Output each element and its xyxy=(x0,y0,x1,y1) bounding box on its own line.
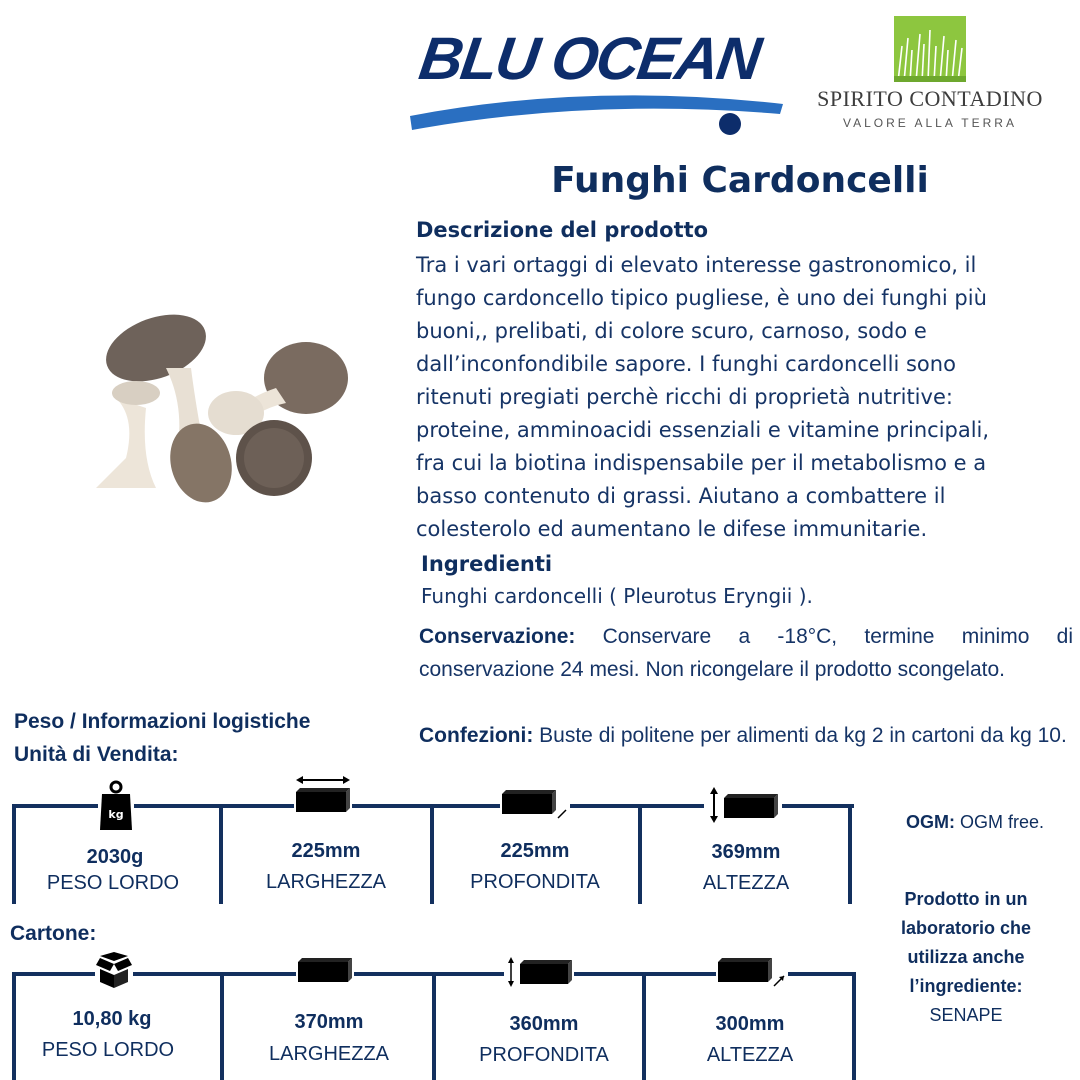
unit-heading: Unità di Vendita: xyxy=(14,743,179,766)
depth-box-icon xyxy=(504,956,574,988)
description-line: colesterolo ed aumentano le difese immunitarie. xyxy=(416,517,928,541)
height-box-icon xyxy=(704,786,782,824)
carton-width-value: 370mm xyxy=(294,1011,364,1033)
rail-post xyxy=(219,804,223,904)
width-box-icon xyxy=(296,956,354,984)
spirito-contadino-tagline: VALORE ALLA TERRA xyxy=(843,116,1017,130)
height-box-icon xyxy=(716,956,788,988)
bluocean-logo xyxy=(408,22,793,137)
allergen-value: SENAPE xyxy=(929,1005,1003,1025)
conservation-label: Conservazione: xyxy=(419,625,576,648)
weight-icon xyxy=(98,780,134,832)
description-line: ritenuti pregiati perchè ricchi di proprietà nutritive: xyxy=(416,385,953,409)
ingredients-heading: Ingredienti xyxy=(421,552,553,576)
ogm-note xyxy=(880,812,1070,833)
unit-depth-label: PROFONDITA xyxy=(470,871,600,893)
ingredients-text: Funghi cardoncelli ( Pleurotus Eryngii ). xyxy=(421,584,813,608)
carton-height-label: ALTEZZA xyxy=(706,1044,794,1066)
wave-icon xyxy=(408,72,793,137)
description-line: buoni,, prelibati, di colore scuro, carnoso, sodo e xyxy=(416,319,927,343)
conservation-text: Conservare a -18°C, termine minimo di conservazione 24 mesi. Non ricongelare il prodotto scongelato. xyxy=(419,625,1073,681)
carton-depth-label: PROFONDITA xyxy=(479,1044,609,1066)
carton-weight-value: 10,80 kg xyxy=(72,1008,152,1030)
product-title: Funghi Cardoncelli xyxy=(551,160,929,201)
rail-post xyxy=(852,972,856,1080)
description-line: proteine, amminoacidi essenziali e vitamine principali, xyxy=(416,418,990,442)
unit-depth-value: 225mm xyxy=(500,840,570,862)
mushrooms-photo xyxy=(96,308,356,518)
description-line: fra cui la biotina indispensabile per il metabolismo e a xyxy=(416,451,987,475)
description-text xyxy=(416,249,1056,546)
carton-box-icon xyxy=(95,952,133,988)
depth-box-icon xyxy=(500,788,570,822)
description-line: Tra i vari ortaggi di elevato interesse gastronomico, il xyxy=(416,253,977,277)
description-line: basso contenuto di grassi. Aiutano a combattere il xyxy=(416,484,946,508)
grass-icon xyxy=(894,16,966,82)
carton-weight-label: PESO LORDO xyxy=(41,1039,175,1061)
description-line: fungo cardoncello tipico pugliese, è uno dei funghi più xyxy=(416,286,987,310)
ogm-label: OGM: xyxy=(905,812,955,832)
allergen-line: utilizza anche xyxy=(907,947,1025,967)
packaging-paragraph xyxy=(419,719,1073,752)
description-line: dall’inconfondibile sapore. I funghi cardoncelli sono xyxy=(416,352,956,376)
logistics-heading: Peso / Informazioni logistiche xyxy=(14,710,311,733)
rail-post xyxy=(432,972,436,1080)
packaging-label: Confezioni: xyxy=(419,724,534,747)
unit-width-value: 225mm xyxy=(291,840,361,862)
rail-post xyxy=(848,804,852,904)
unit-weight-label: PESO LORDO xyxy=(46,872,180,894)
allergen-line: l’ingrediente: xyxy=(909,976,1023,996)
unit-height-value: 369mm xyxy=(711,841,781,863)
width-box-icon xyxy=(294,773,352,815)
carton-height-value: 300mm xyxy=(715,1013,785,1035)
unit-width-label: LARGHEZZA xyxy=(265,871,387,893)
description-heading: Descrizione del prodotto xyxy=(416,218,709,242)
carton-width-label: LARGHEZZA xyxy=(268,1043,390,1065)
svg-text:kg: kg xyxy=(108,808,124,821)
allergen-note xyxy=(866,885,1066,1030)
rail-post xyxy=(220,972,224,1080)
unit-weight-value: 2030g xyxy=(86,846,144,868)
spirito-contadino-logo xyxy=(812,14,1048,134)
allergen-line: laboratorio che xyxy=(900,918,1032,938)
carton-heading: Cartone: xyxy=(10,922,97,945)
rail-post xyxy=(638,804,642,904)
bluocean-wordmark: BLU OCEAN xyxy=(415,25,764,92)
ogm-text: OGM free. xyxy=(960,812,1045,832)
carton-depth-value: 360mm xyxy=(509,1013,579,1035)
packaging-text: Buste di politene per alimenti da kg 2 in cartoni da kg 10. xyxy=(539,724,1067,747)
allergen-line: Prodotto in un xyxy=(904,889,1028,909)
rail-post xyxy=(430,804,434,904)
unit-height-label: ALTEZZA xyxy=(702,872,790,894)
conservation-paragraph xyxy=(419,620,1073,686)
spirito-contadino-name: SPIRITO CONTADINO xyxy=(817,86,1043,111)
